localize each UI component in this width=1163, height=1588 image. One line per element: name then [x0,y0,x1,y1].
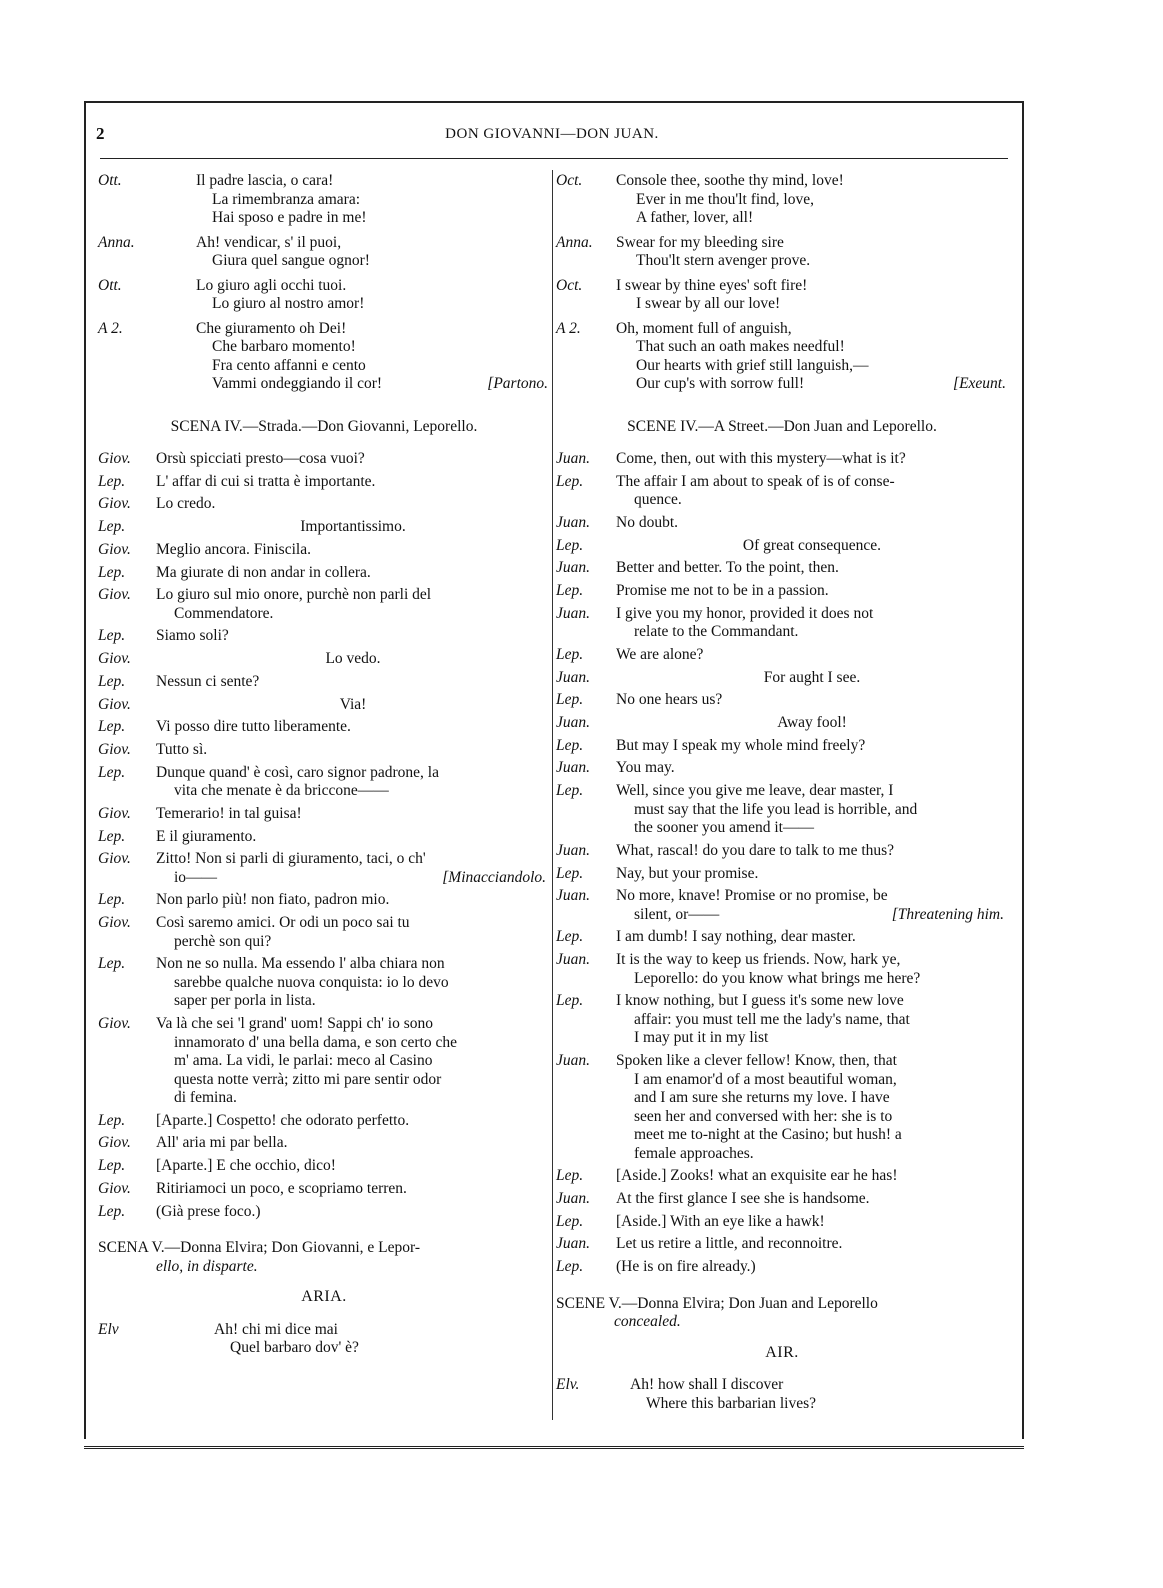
dialogue-line: Zitto! Non si parli di giuramento, taci, o ch' [156,850,426,868]
dialogue-line: perchè son qui? [174,932,272,950]
speaker-label: Elv [98,1320,119,1338]
verse-text [616,172,1008,228]
aria-heading: ARIA. [301,1288,347,1306]
speaker-label: Juan. [556,1052,591,1069]
running-title: DON GIOVANNI—DON JUAN. [445,126,659,142]
dialogue-text [156,1112,550,1131]
scene-heading: SCENE IV.—A Street.—Don Juan and Leporello. [627,417,937,435]
aria-line: Ah! how shall I discover [630,1376,784,1394]
dialogue-text [616,537,1008,556]
speaker-label: Lep. [98,763,126,781]
dialogue-text [156,627,550,646]
dialogue-line: I am enamor'd of a most beautiful woman, [634,1070,897,1088]
verse-line: Che barbaro momento! [212,338,356,355]
dialogue-line: (He is on fire already.) [616,1258,756,1275]
speaker-label: Giov. [98,1134,131,1152]
dialogue-line: meet me to-night at the Casino; but hush! a [634,1126,902,1143]
dialogue-text [616,450,1008,469]
dialogue-line: female approaches. [634,1144,754,1162]
dialogue-line: Va là che sei 'l grand' uom! Sappi ch' io sono [156,1015,433,1032]
speaker-label: Lep. [98,827,126,845]
dialogue-line: Well, since you give me leave, dear master, I [616,782,894,800]
verse-text [616,277,1008,314]
dialogue-text [616,865,1008,884]
dialogue-text [156,1180,550,1199]
speaker-label: Giov. [98,586,131,604]
verse-line: Lo giuro al nostro amor! [212,295,365,312]
verse-text [196,277,550,314]
speaker-label: Lep. [556,582,584,599]
speaker-label: A 2. [98,319,123,337]
speaker-label: Lep. [98,1111,126,1129]
scene-heading: SCENA IV.—Strada.—Don Giovanni, Leporello. [170,417,478,435]
dialogue-line: [Aside.] Zooks! what an exquisite ear he has! [616,1167,898,1185]
verse-line: Fra cento affanni e cento [212,356,366,374]
dialogue-text [156,1203,550,1222]
dialogue-line: What, rascal! do you dare to talk to me thus? [616,841,895,859]
dialogue-line: L' affar di cui si tratta è importante. [156,472,376,490]
verse-line: A father, lover, all! [636,209,754,226]
speaker-label: Juan. [556,841,591,859]
dialogue-text [616,737,1008,756]
speaker-label: Anna. [98,233,135,251]
dialogue-text [616,514,1008,533]
page-number: 2 [96,124,105,143]
dialogue-text [156,696,550,715]
speaker-label: Giov. [98,850,131,868]
verse-line: Oh, moment full of anguish, [616,319,792,337]
dialogue-line: relate to the Commandant. [634,623,799,641]
dialogue-text [156,764,550,801]
speaker-label: Juan. [556,714,591,731]
dialogue-text [156,718,550,737]
speaker-label: Lep. [556,736,584,754]
dialogue-line: But may I speak my whole mind freely? [616,736,866,754]
speaker-label: Lep. [556,691,584,709]
dialogue-line: Dunque quand' è così, caro signor padrone, la [156,763,439,781]
dialogue-text [616,1052,1008,1163]
verse-text [196,234,550,271]
dialogue-line: io—— [174,868,218,886]
verse-text [616,320,1008,394]
aria-line: Where this barbarian lives? [646,1394,816,1412]
dialogue-line: Spoken like a clever fellow! Know, then, that [616,1052,897,1069]
dialogue-text [616,951,1008,988]
dialogue-text [156,891,550,910]
dialogue-line: I am dumb! I say nothing, dear master. [616,928,856,946]
speaker-label: Oct. [556,276,583,294]
dialogue-text [156,741,550,760]
dialogue-text [156,673,550,692]
speaker-label: Lep. [556,472,584,490]
speaker-label: Juan. [556,513,591,531]
dialogue-text [616,473,1008,510]
verse-line: Our hearts with grief still languish,— [636,356,869,374]
speaker-label: Lep. [98,1157,126,1175]
verse-text [196,172,550,228]
dialogue-text [156,1157,550,1176]
speaker-label: Juan. [556,604,591,622]
verse-line: Console thee, soothe thy mind, love! [616,172,844,189]
dialogue-line: sarebbe qualche nuova conquista: io lo devo [174,973,449,991]
dialogue-line: Temerario! in tal guisa! [156,804,302,822]
speaker-label: Ott. [98,172,122,189]
dialogue-line: Promise me not to be in a passion. [616,582,829,599]
speaker-label: Juan. [556,887,591,905]
speaker-label: Giov. [98,914,131,932]
speaker-label: Anna. [556,233,593,251]
dialogue-text [156,518,550,537]
dialogue-line: Vi posso dire tutto liberamente. [156,718,351,736]
dialogue-line: Così saremo amici. Or odi un poco sai tu [156,914,410,932]
dialogue-line: No doubt. [616,513,678,531]
dialogue-text [156,495,550,514]
speaker-label: Lep. [556,1212,584,1230]
speaker-label: Juan. [556,668,591,686]
dialogue-line: I give you my honor, provided it does not [616,604,874,622]
speaker-label: Lep. [556,1258,584,1275]
dialogue-line: Non ne so nulla. Ma essendo l' alba chiara non [156,955,445,973]
dialogue-line: No one hears us? [616,691,723,709]
dialogue-text [616,691,1008,710]
scene-heading [556,1295,1008,1332]
dialogue-line: You may. [616,759,675,777]
italian-column [98,172,550,1422]
stage-direction: [Partono. [487,375,548,392]
verse-line: Ever in me thou'lt find, love, [636,190,814,208]
speaker-label: Juan. [556,759,591,777]
dialogue-line: Leporello: do you know what brings me here? [634,969,921,987]
speaker-label: Lep. [556,645,584,663]
verse-line: Vammi ondeggiando il cor! [212,375,383,392]
verse-line: Thou'lt stern avenger prove. [636,252,811,269]
column-divider [552,170,553,1420]
dialogue-text [616,669,1008,688]
dialogue-text [616,992,1008,1048]
dialogue-line: Meglio ancora. Finiscila. [156,540,311,558]
aria-text [214,1321,550,1358]
dialogue-line: quence. [634,491,682,509]
dialogue-line: I know nothing, but I guess it's some new love [616,992,904,1010]
stage-direction: [Minacciandolo. [442,868,546,886]
dialogue-text [616,559,1008,578]
dialogue-line: and I am sure she returns my love. I have [634,1089,890,1106]
dialogue-line: Lo vedo. [325,650,381,668]
speaker-label: A 2. [556,319,581,337]
speaker-label: Giov. [98,740,131,758]
speaker-label: Giov. [98,695,131,713]
dialogue-text [616,1235,1008,1254]
dialogue-line: the sooner you amend it—— [634,819,814,837]
dialogue-text [156,805,550,824]
dialogue-line: silent, or—— [634,905,720,923]
aria-heading: AIR. [765,1343,799,1361]
stage-direction: [Exeunt. [953,375,1006,392]
dialogue-text [616,1213,1008,1232]
dialogue-text [156,955,550,1011]
dialogue-line: Of great consequence. [742,536,882,554]
verse-line: Swear for my bleeding sire [616,233,784,251]
dialogue-text [616,928,1008,947]
verse-line: I swear by thine eyes' soft fire! [616,276,808,294]
verse-line: That such an oath makes needful! [636,338,845,355]
speaker-label: Elv. [556,1376,580,1394]
dialogue-line: questa notte verrà; zitto mi pare sentir odor [174,1070,442,1088]
english-column [556,172,1008,1422]
speaker-label: Giov. [98,1015,131,1032]
dialogue-line: Let us retire a little, and reconnoitre. [616,1235,843,1253]
speaker-label: Lep. [556,992,584,1010]
verse-text [616,234,1008,271]
speaker-label: Lep. [556,536,584,554]
dialogue-line: Lo credo. [156,495,216,513]
stage-direction: [Threatening him. [891,905,1004,923]
dialogue-line: affair: you must tell me the lady's name, that [634,1010,910,1028]
dialogue-line: m' ama. La vidi, le parlai: meco al Casino [174,1052,433,1069]
dialogue-text [616,605,1008,642]
speaker-label: Juan. [556,559,591,577]
speaker-label: Lep. [98,955,126,973]
dialogue-text [616,759,1008,778]
dialogue-line: E il giuramento. [156,827,257,845]
speaker-label: Giov. [98,650,131,668]
scene-heading-line: ello, in disparte. [156,1257,258,1275]
dialogue-line: The affair I am about to speak of is of conse- [616,472,895,490]
dialogue-text [156,650,550,669]
dialogue-line: Non parlo più! non fiato, padron mio. [156,891,390,909]
dialogue-line: Importantissimo. [300,518,406,536]
speaker-label: Lep. [98,518,126,536]
dialogue-line: At the first glance I see she is handsome. [616,1189,870,1207]
verse-line: I swear by all our love! [636,295,781,312]
dialogue-line: Lo giuro sul mio onore, purchè non parli del [156,586,432,604]
dialogue-text [616,646,1008,665]
dialogue-line: All' aria mi par bella. [156,1134,288,1152]
dialogue-text [156,586,550,623]
dialogue-text [616,782,1008,838]
dialogue-line: Away fool! [777,714,847,731]
dialogue-line: We are alone? [616,645,704,663]
dialogue-line: Nay, but your promise. [616,864,759,882]
speaker-label: Lep. [556,928,584,946]
dialogue-line: di femina. [174,1089,237,1106]
speaker-label: Lep. [98,627,126,645]
verse-line: Che giuramento oh Dei! [196,319,347,337]
dialogue-line: It is the way to keep us friends. Now, hark ye, [616,951,901,969]
verse-line: Hai sposo e padre in me! [212,209,367,226]
dialogue-line: Ma giurate di non andar in collera. [156,563,371,581]
speaker-label: Juan. [556,951,591,969]
dialogue-text [156,914,550,951]
verse-line: Il padre lascia, o cara! [196,172,334,189]
header-rule [100,158,1008,159]
dialogue-text [156,1134,550,1153]
running-header [94,124,1010,152]
dialogue-text [156,828,550,847]
dialogue-line: vita che menate è da briccone—— [174,782,389,800]
speaker-label: Lep. [556,1167,584,1185]
speaker-label: Giov. [98,804,131,822]
dialogue-line: Orsù spicciati presto—cosa vuoi? [156,450,365,467]
speaker-label: Juan. [556,450,591,467]
dialogue-line: must say that the life you lead is horrible, and [634,800,918,818]
dialogue-line: Better and better. To the point, then. [616,559,839,577]
dialogue-line: Via! [339,695,367,713]
speaker-label: Lep. [98,472,126,490]
dialogue-text [156,450,550,469]
speaker-label: Ott. [98,276,122,294]
dialogue-line: (Già prese foco.) [156,1202,261,1220]
dialogue-text [156,541,550,560]
speaker-label: Lep. [556,864,584,882]
speaker-label: Oct. [556,172,583,189]
dialogue-line: Commendatore. [174,604,274,622]
speaker-label: Giov. [98,1179,131,1197]
aria-line: Ah! chi mi dice mai [214,1320,338,1338]
dialogue-line: [Aparte.] E che occhio, dico! [156,1157,336,1175]
dialogue-line: Ritiriamoci un poco, e scopriamo terren. [156,1179,407,1197]
dialogue-text [156,564,550,583]
dialogue-line: For aught I see. [763,668,861,686]
dialogue-text [156,473,550,492]
dialogue-line: No more, knave! Promise or no promise, be [616,887,888,905]
scene-heading [98,1239,550,1276]
dialogue-line: Nessun ci sente? [156,672,260,690]
dialogue-line: Tutto sì. [156,740,208,758]
aria-line: Quel barbaro dov' è? [230,1339,359,1357]
verse-line: Our cup's with sorrow full! [636,375,805,392]
dialogue-line: saper per porla in lista. [174,992,316,1010]
dialogue-text [616,582,1008,601]
speaker-label: Lep. [98,672,126,690]
scene-heading-line: SCENA V.—Donna Elvira; Don Giovanni, e Lepor- [98,1239,420,1257]
speaker-label: Lep. [556,782,584,800]
speaker-label: Giov. [98,450,131,467]
speaker-label: Lep. [98,1202,126,1220]
dialogue-text [616,714,1008,733]
scene-heading-line: SCENE V.—Donna Elvira; Don Juan and Leporello [556,1294,878,1312]
dialogue-line: Come, then, out with this mystery—what is it? [616,450,906,467]
aria-text [630,1376,1008,1413]
dialogue-line: [Aside.] With an eye like a hawk! [616,1212,825,1230]
speaker-label: Lep. [98,718,126,736]
scene-heading-line: concealed. [614,1313,681,1331]
speaker-label: Lep. [98,563,126,581]
speaker-label: Juan. [556,1189,591,1207]
verse-line: Lo giuro agli occhi tuoi. [196,276,347,294]
dialogue-line: Siamo soli? [156,627,229,645]
verse-line: Ah! vendicar, s' il puoi, [196,233,342,251]
dialogue-text [616,1190,1008,1209]
speaker-label: Juan. [556,1235,591,1253]
speaker-label: Giov. [98,495,131,513]
dialogue-text [616,842,1008,861]
dialogue-text [616,1258,1008,1277]
dialogue-line: [Aparte.] Cospetto! che odorato perfetto. [156,1111,410,1129]
dialogue-text [616,1167,1008,1186]
speaker-label: Giov. [98,540,131,558]
speaker-label: Lep. [98,891,126,909]
dialogue-line: seen her and conversed with her: she is to [634,1107,893,1125]
verse-line: Giura quel sangue ognor! [212,252,370,269]
dialogue-text [156,1015,550,1108]
verse-line: La rimembranza amara: [212,190,361,208]
dialogue-line: I may put it in my list [634,1029,769,1047]
dialogue-line: innamorato d' una bella dama, e son certo che [174,1033,457,1051]
